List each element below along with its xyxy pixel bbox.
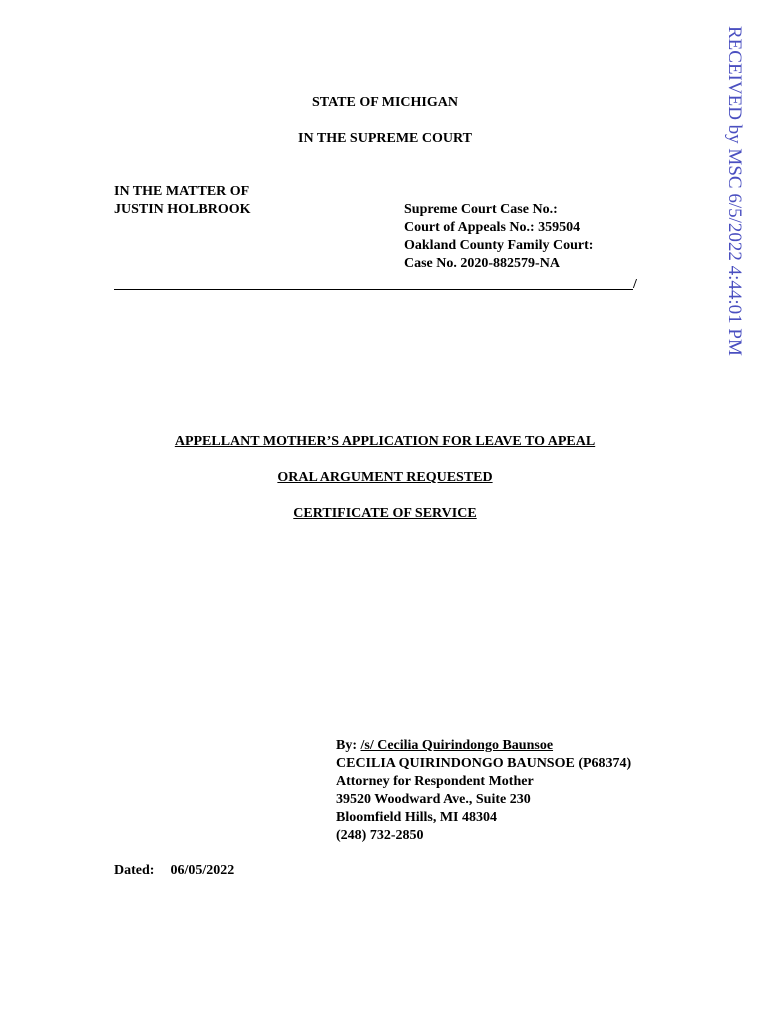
certificate-row — [0, 505, 770, 523]
received-stamp: RECEIVED by MSC 6/5/2022 4:44:01 PM — [724, 26, 745, 356]
electronic-signature: /s/ Cecilia Quirindongo Baunsoe — [360, 738, 554, 753]
matter-block — [114, 183, 251, 219]
dated-line — [114, 862, 234, 880]
address-line-2: Bloomfield Hills, MI 48304 — [336, 810, 497, 825]
caption-rule — [114, 289, 633, 290]
matter-line-1: IN THE MATTER OF — [114, 184, 250, 199]
court-of-appeals-no: Court of Appeals No.: 359504 — [404, 220, 581, 235]
oral-argument-title: ORAL ARGUMENT REQUESTED — [277, 470, 493, 485]
attorney-name: CECILIA QUIRINDONGO BAUNSOE (P68374) — [336, 756, 632, 771]
signature-block — [336, 737, 631, 845]
attorney-role: Attorney for Respondent Mother — [336, 774, 534, 789]
phone-number: (248) 732-2850 — [336, 828, 424, 843]
certificate-title: CERTIFICATE OF SERVICE — [293, 506, 477, 521]
caption-slash: / — [633, 277, 637, 292]
application-title: APPELLANT MOTHER’S APPLICATION FOR LEAVE TO APEAL — [174, 434, 596, 449]
supreme-court-case-no: Supreme Court Case No.: — [404, 202, 558, 217]
dated-value: 06/05/2022 — [170, 863, 235, 878]
application-title-row — [0, 433, 770, 451]
address-line-1: 39520 Woodward Ave., Suite 230 — [336, 792, 531, 807]
oral-argument-row — [0, 469, 770, 487]
dated-label: Dated: — [114, 863, 155, 878]
signature-line — [336, 737, 631, 755]
case-no: Case No. 2020-882579-NA — [404, 256, 560, 271]
family-court-label: Oakland County Family Court: — [404, 238, 594, 253]
matter-line-2: JUSTIN HOLBROOK — [114, 202, 251, 217]
by-label: By: — [336, 738, 361, 753]
case-info-block — [404, 201, 593, 273]
court-heading: IN THE SUPREME COURT — [298, 131, 472, 146]
state-heading: STATE OF MICHIGAN — [312, 95, 458, 110]
